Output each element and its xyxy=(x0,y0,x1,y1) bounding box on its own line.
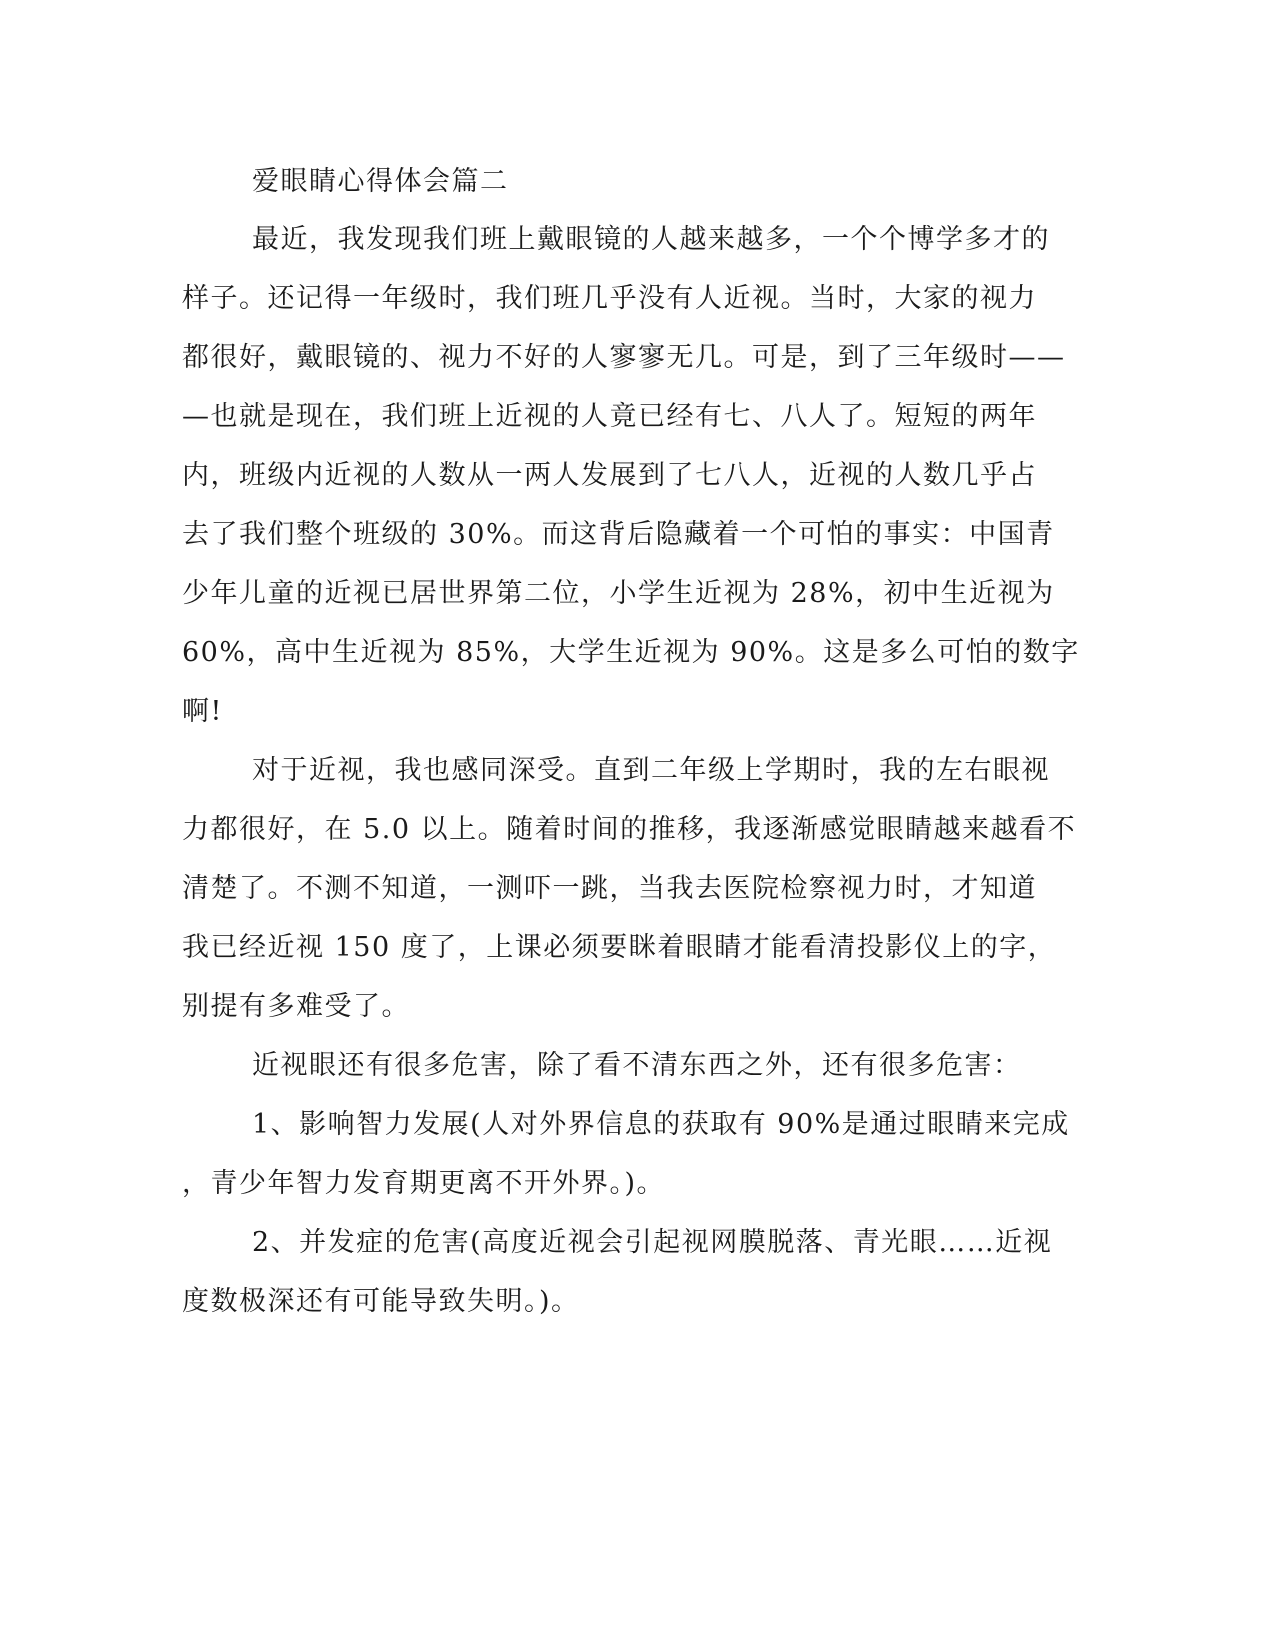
paragraph-line: 近视眼还有很多危害，除了看不清东西之外，还有很多危害： xyxy=(252,1050,1022,1081)
paragraph-line: 我已经近视 150 度了，上课必须要眯着眼睛才能看清投影仪上的字， xyxy=(182,932,1057,963)
paragraph-line: 内，班级内近视的人数从一两人发展到了七八人，近视的人数几乎占 xyxy=(182,460,1037,491)
list-item-line: 2、并发症的危害(高度近视会引起视网膜脱落、青光眼……近视 xyxy=(252,1227,1053,1258)
list-item-line: ，青少年智力发育期更离不开外界。)。 xyxy=(182,1168,666,1199)
paragraph-line: 样子。还记得一年级时，我们班几乎没有人近视。当时，大家的视力 xyxy=(182,283,1037,314)
paragraph-line: 去了我们整个班级的 30%。而这背后隐藏着一个可怕的事实：中国青 xyxy=(182,519,1055,550)
list-item-line: 1、影响智力发展(人对外界信息的获取有 90%是通过眼睛来完成 xyxy=(252,1109,1070,1140)
paragraph-line: 都很好，戴眼镜的、视力不好的人寥寥无几。可是，到了三年级时—— xyxy=(182,342,1066,373)
paragraph-line: 少年儿童的近视已居世界第二位，小学生近视为 28%，初中生近视为 xyxy=(182,578,1055,609)
paragraph-line: 力都很好，在 5.0 以上。随着时间的推移，我逐渐感觉眼睛越来越看不 xyxy=(182,814,1077,845)
list-item-line: 度数极深还有可能导致失明。)。 xyxy=(182,1286,580,1317)
paragraph-line: 60%，高中生近视为 85%，大学生近视为 90%。这是多么可怕的数字 xyxy=(182,637,1080,668)
paragraph-line: 最近，我发现我们班上戴眼镜的人越来越多，一个个博学多才的 xyxy=(252,224,1050,255)
paragraph-line: 啊! xyxy=(182,696,223,727)
paragraph-line: 清楚了。不测不知道，一测吓一跳，当我去医院检察视力时，才知道 xyxy=(182,873,1037,904)
paragraph-line: —也就是现在，我们班上近视的人竟已经有七、八人了。短短的两年 xyxy=(182,401,1037,432)
paragraph-line: 对于近视，我也感同深受。直到二年级上学期时，我的左右眼视 xyxy=(252,755,1050,786)
paragraph-line: 别提有多难受了。 xyxy=(182,991,410,1022)
document-title: 爱眼睛心得体会篇二 xyxy=(252,166,509,197)
